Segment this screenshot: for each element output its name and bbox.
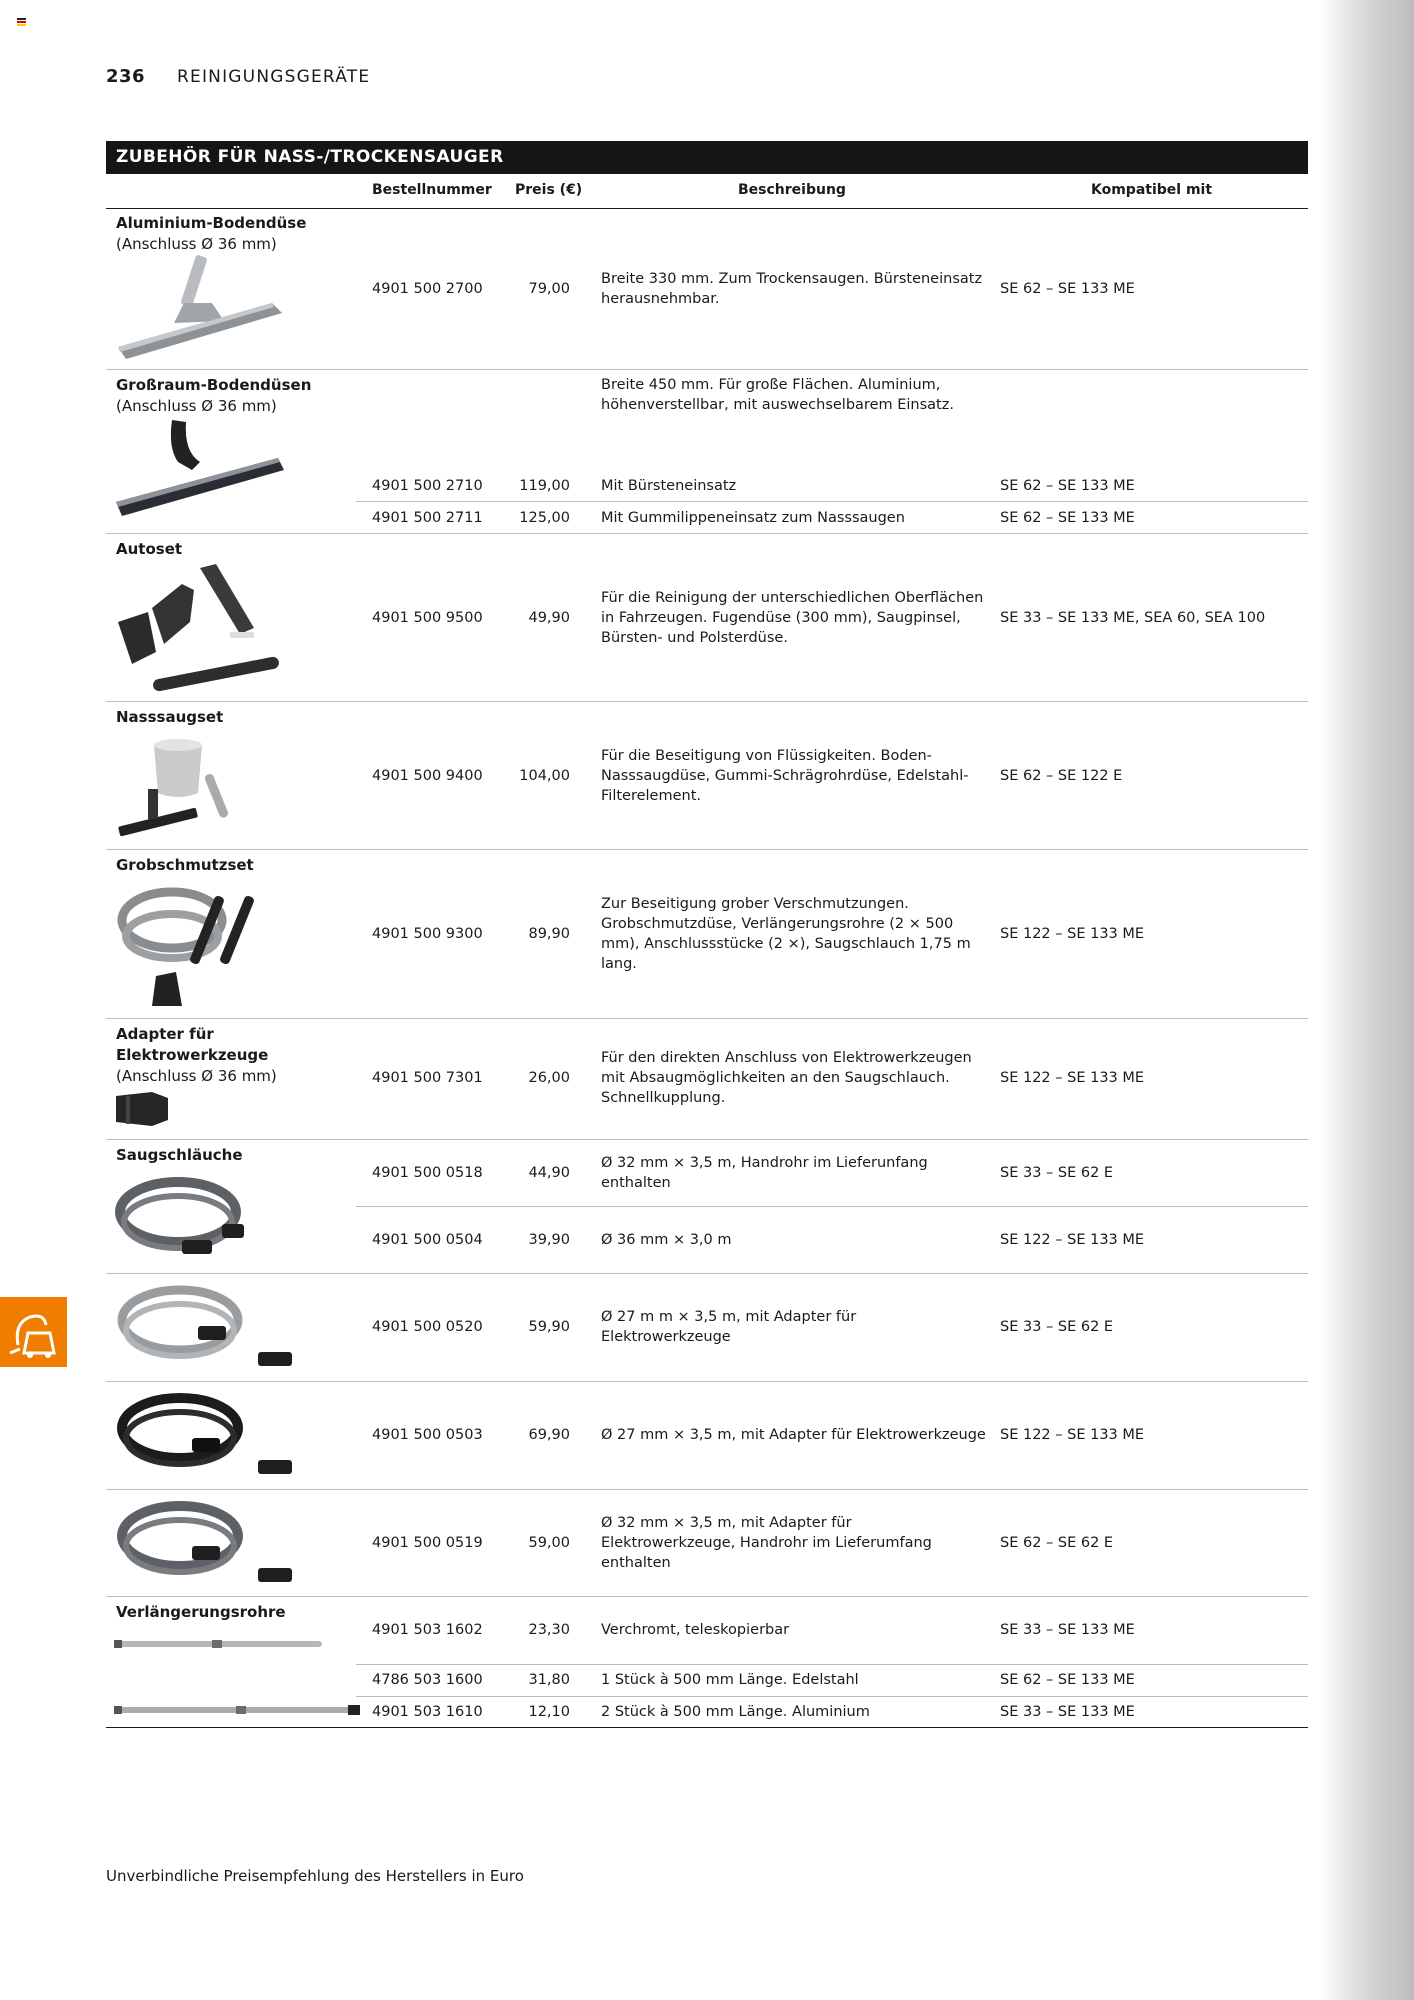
row-divider (106, 1489, 1308, 1490)
price: 49,90 (528, 610, 570, 626)
header-desc: Beschreibung (738, 182, 846, 198)
description: Für die Beseitigung von Flüssigkeiten. Boden-Nasssaugdüse, Gummi-Schrägrohrdüse, Edelstahl-Filterelement. (601, 748, 969, 804)
row-divider (106, 369, 1308, 370)
price: 104,00 (519, 768, 570, 784)
telescopic-tube-image (112, 1637, 327, 1651)
category-tab (0, 1297, 67, 1367)
suction-hose-silver-image (112, 1282, 307, 1374)
compatible-with: SE 33 – SE 62 E (1000, 1165, 1114, 1181)
suction-hose-grey-image (112, 1172, 262, 1267)
row-divider (106, 701, 1308, 702)
coarse-dirt-set-image (112, 880, 292, 1010)
price: 89,90 (528, 926, 570, 942)
compatible-with: SE 33 – SE 133 ME (1000, 1622, 1135, 1638)
compatible-with: SE 62 – SE 133 ME (1000, 510, 1135, 526)
description: Mit Gummilippeneinsatz zum Nasssaugen (601, 510, 905, 526)
description: Zur Beseitigung grober Verschmutzungen. Grobschmutzdüse, Verlängerungsrohre (2 × 500 mm), Anschlussstücke (2 ×), Saugschlauch 1,75 m lang. (601, 896, 971, 972)
header-compat: Kompatibel mit (1091, 182, 1213, 198)
row-divider (356, 1206, 1308, 1207)
compatible-with: SE 62 – SE 133 ME (1000, 478, 1135, 494)
section-title: REINIGUNGSGERÄTE (177, 67, 371, 87)
order-number: 4786 503 1600 (372, 1672, 483, 1688)
header-rule (106, 208, 1308, 209)
description: Mit Bürsteneinsatz (601, 478, 737, 494)
suction-hose-grey-adapter-image (112, 1498, 307, 1590)
order-number: 4901 500 2711 (372, 510, 483, 526)
extension-tube-image (112, 1703, 362, 1717)
order-number: 4901 500 9300 (372, 926, 483, 942)
product-name: Adapter für Elektrowerkzeuge (Anschluss Ø 36 mm) (116, 1025, 277, 1085)
product-name: Autoset (116, 540, 183, 558)
row-divider (356, 501, 1308, 502)
product-name: Saugschläuche (116, 1146, 243, 1164)
row-divider (106, 1381, 1308, 1382)
row-divider (106, 1139, 1308, 1140)
page-number: 236 (106, 66, 146, 87)
compatible-with: SE 122 – SE 133 ME (1000, 1427, 1145, 1443)
floor-nozzle-large-image (112, 418, 292, 518)
product-name: Großraum-Bodendüsen (Anschluss Ø 36 mm) (116, 376, 312, 415)
vacuum-cleaner-icon (0, 1297, 67, 1367)
product-name: Grobschmutzset (116, 856, 254, 874)
order-number: 4901 500 9500 (372, 610, 483, 626)
compatible-with: SE 33 – SE 133 ME, SEA 60, SEA 100 (1000, 610, 1266, 626)
order-number: 4901 503 1602 (372, 1622, 483, 1638)
description: 1 Stück à 500 mm Länge. Edelstahl (601, 1672, 859, 1688)
compatible-with: SE 122 – SE 133 ME (1000, 1070, 1145, 1086)
description: Ø 32 mm × 3,5 m, Handrohr im Lieferunfang enthalten (601, 1155, 928, 1191)
price: 79,00 (528, 281, 570, 297)
description: Ø 32 mm × 3,5 m, mit Adapter für Elektrowerkzeuge, Handrohr im Lieferumfang enthalten (601, 1515, 932, 1571)
compatible-with: SE 33 – SE 62 E (1000, 1319, 1114, 1335)
description: 2 Stück à 500 mm Länge. Aluminium (601, 1704, 870, 1720)
price: 119,00 (519, 478, 570, 494)
description: Ø 27 mm × 3,5 m, mit Adapter für Elektrowerkzeuge (601, 1427, 986, 1443)
price: 44,90 (528, 1165, 570, 1181)
flag-icon (17, 18, 26, 26)
page-edge-shadow (1319, 0, 1414, 2000)
compatible-with: SE 62 – SE 133 ME (1000, 281, 1135, 297)
header-price: Preis (€) (515, 182, 583, 198)
row-divider (106, 533, 1308, 534)
table-title: ZUBEHÖR FÜR NASS-/TROCKENSAUGER (106, 141, 1308, 174)
price: 12,10 (528, 1704, 570, 1720)
order-number: 4901 500 0504 (372, 1232, 483, 1248)
footer-note: Unverbindliche Preisempfehlung des Herstellers in Euro (106, 1867, 524, 1885)
compatible-with: SE 62 – SE 122 E (1000, 768, 1123, 784)
description: Für den direkten Anschluss von Elektrowerkzeugen mit Absaugmöglichkeiten an den Saugschlauch. Schnellkupplung. (601, 1050, 972, 1106)
order-number: 4901 500 0518 (372, 1165, 483, 1181)
wet-set-image (112, 733, 252, 843)
order-number: 4901 500 9400 (372, 768, 483, 784)
price: 59,90 (528, 1319, 570, 1335)
row-divider (356, 1664, 1308, 1665)
price: 59,00 (528, 1535, 570, 1551)
price: 125,00 (519, 510, 570, 526)
description: Verchromt, teleskopierbar (601, 1622, 790, 1638)
row-divider (106, 1596, 1308, 1597)
price: 31,80 (528, 1672, 570, 1688)
order-number: 4901 500 0503 (372, 1427, 483, 1443)
order-number: 4901 500 2700 (372, 281, 483, 297)
floor-nozzle-image (112, 255, 292, 360)
product-name: Verlängerungsrohre (116, 1603, 286, 1621)
compatible-with: SE 62 – SE 62 E (1000, 1535, 1114, 1551)
adapter-image (112, 1090, 172, 1130)
description: Breite 330 mm. Zum Trockensaugen. Bürsteneinsatz herausnehmbar. (601, 271, 983, 307)
row-divider (356, 1696, 1308, 1697)
compatible-with: SE 122 – SE 133 ME (1000, 926, 1145, 942)
suction-hose-black-image (112, 1390, 307, 1482)
price: 39,90 (528, 1232, 570, 1248)
product-name: Aluminium-Bodendüse (Anschluss Ø 36 mm) (116, 214, 307, 253)
row-divider (106, 1273, 1308, 1274)
compatible-with: SE 33 – SE 133 ME (1000, 1704, 1135, 1720)
price: 23,30 (528, 1622, 570, 1638)
description: Für die Reinigung der unterschiedlichen Oberflächen in Fahrzeugen. Fugendüse (300 mm), Saugpinsel, Bürsten- und Polsterdüse. (601, 590, 984, 646)
price: 69,90 (528, 1427, 570, 1443)
header-code: Bestellnummer (372, 182, 492, 198)
order-number: 4901 500 0519 (372, 1535, 483, 1551)
description: Ø 27 m m × 3,5 m, mit Adapter für Elektrowerkzeuge (601, 1309, 857, 1345)
table-bottom-rule (106, 1727, 1308, 1728)
order-number: 4901 500 2710 (372, 478, 483, 494)
order-number: 4901 500 0520 (372, 1319, 483, 1335)
order-number: 4901 503 1610 (372, 1704, 483, 1720)
compatible-with: SE 122 – SE 133 ME (1000, 1232, 1145, 1248)
order-number: 4901 500 7301 (372, 1070, 483, 1086)
description: Ø 36 mm × 3,0 m (601, 1232, 732, 1248)
row-divider (106, 1018, 1308, 1019)
price: 26,00 (528, 1070, 570, 1086)
compatible-with: SE 62 – SE 133 ME (1000, 1672, 1135, 1688)
car-set-image (112, 560, 292, 695)
group-description: Breite 450 mm. Für große Flächen. Aluminium, höhenverstellbar, mit auswechselbarem Einsatz. (601, 377, 954, 413)
row-divider (106, 849, 1308, 850)
product-name: Nasssaugset (116, 708, 224, 726)
